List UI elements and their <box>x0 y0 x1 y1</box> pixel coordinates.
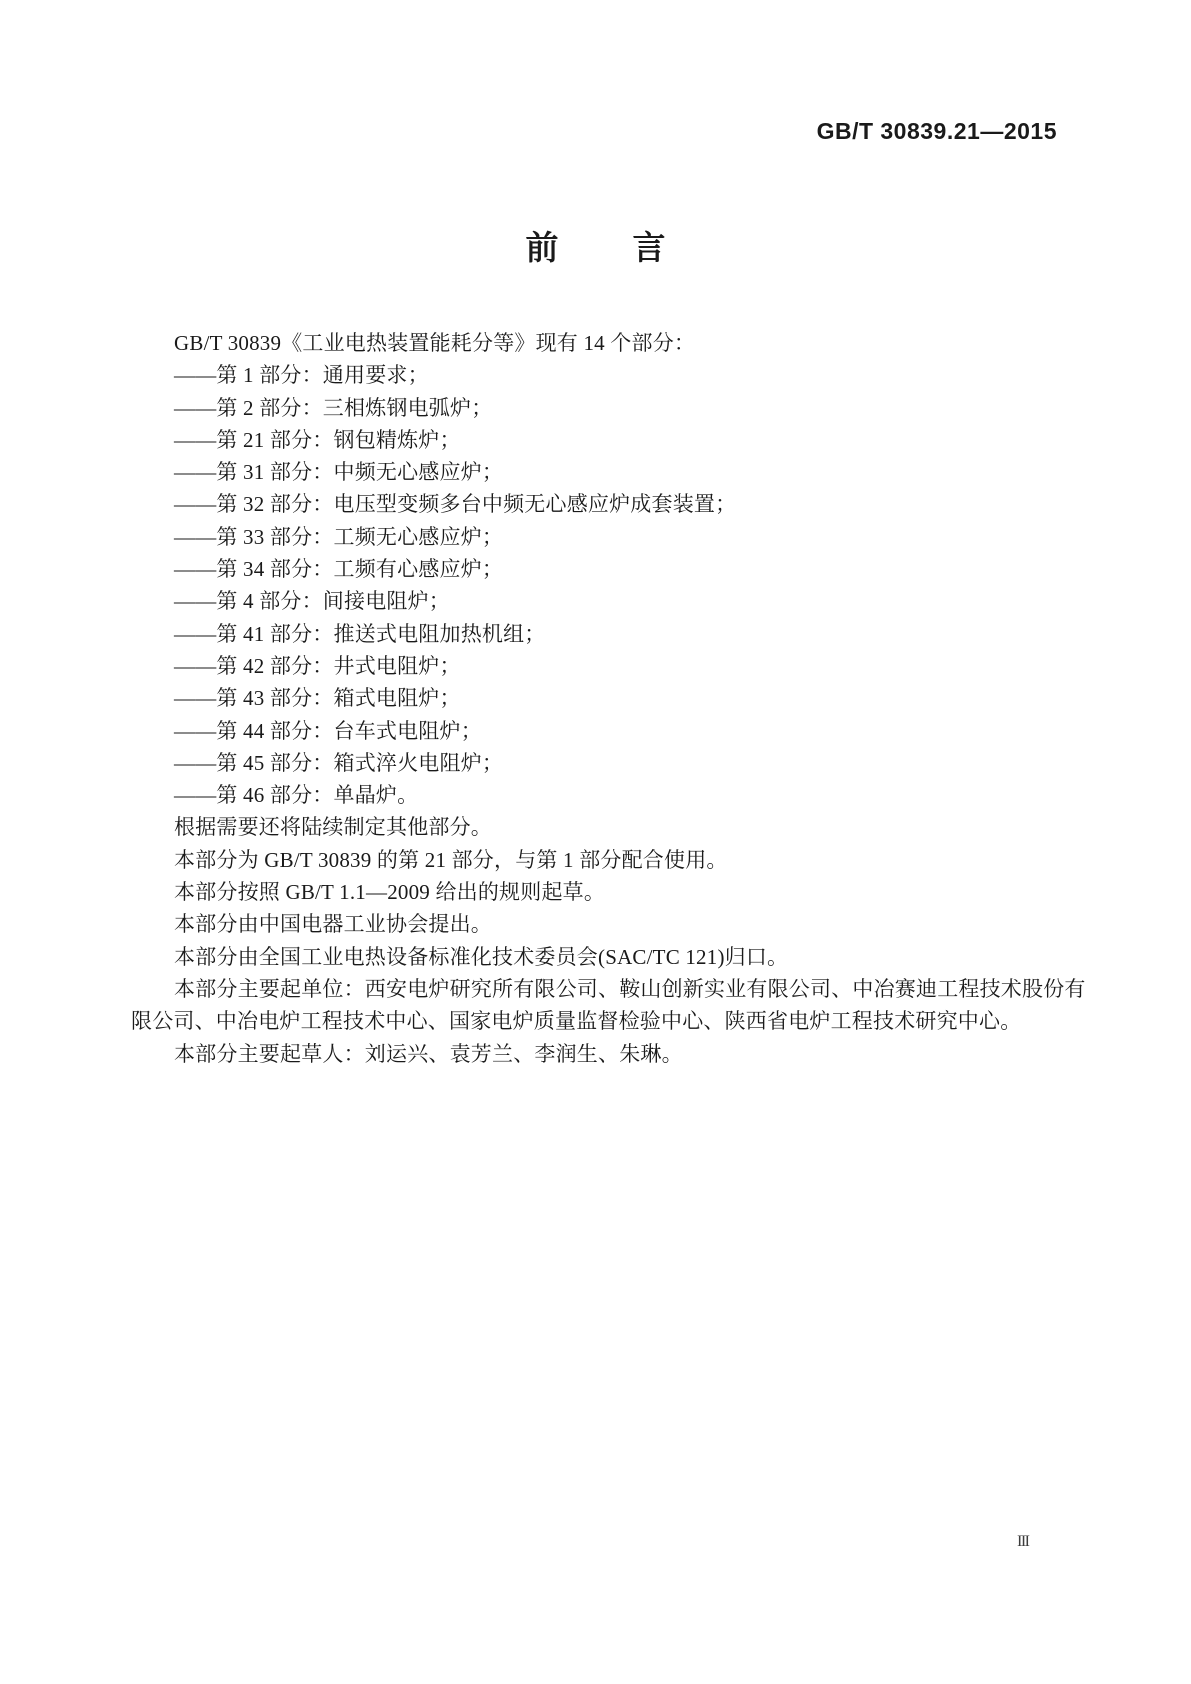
foreword-body <box>131 327 1086 1070</box>
part-item-line: ——第 33 部分：工频无心感应炉； <box>174 524 504 549</box>
part-item-line: ——第 4 部分：间接电阻炉； <box>174 589 450 614</box>
drafting-org-line: 本部分主要起单位：西安电炉研究所有限公司、鞍山创新实业有限公司、中冶赛迪工程技术股份有 <box>174 976 1086 1001</box>
part-item-line: ——第 34 部分：工频有心感应炉； <box>174 557 504 582</box>
part-item-line: ——第 2 部分：三相炼钢电弧炉； <box>174 395 493 420</box>
title-char: 前 <box>525 229 559 266</box>
part-item-line: ——第 31 部分：中频无心感应炉； <box>174 460 504 485</box>
page-title <box>0 229 1191 267</box>
part-item-line: ——第 41 部分：推送式电阻加热机组； <box>174 621 546 646</box>
drafting-org-line: 限公司、中冶电炉工程技术中心、国家电炉质量监督检验中心、陕西省电炉工程技术研究中心。 <box>131 1009 1022 1034</box>
intro-line: GB/T 30839《工业电热装置能耗分等》现有 14 个部分： <box>174 331 696 355</box>
paragraph-line: 本部分由全国工业电热设备标准化技术委员会(SAC/TC 121)归口。 <box>174 944 789 969</box>
part-item-line: ——第 46 部分：单晶炉。 <box>174 783 419 808</box>
part-item-line: ——第 21 部分：钢包精炼炉； <box>174 427 461 452</box>
paragraph-line: 本部分由中国电器工业协会提出。 <box>174 912 492 937</box>
standard-code: GB/T 30839.21—2015 <box>816 118 1057 144</box>
drafters-line: 本部分主要起草人：刘运兴、袁芳兰、李润生、朱琳。 <box>174 1041 683 1066</box>
part-item-line: ——第 32 部分：电压型变频多台中频无心感应炉成套装置； <box>174 492 737 517</box>
paragraph-line: 本部分为 GB/T 30839 的第 21 部分，与第 1 部分配合使用。 <box>174 847 728 872</box>
page-number: III <box>1017 1533 1029 1550</box>
part-item-line: ——第 43 部分：箱式电阻炉； <box>174 686 461 711</box>
paragraph-line: 根据需要还将陆续制定其他部分。 <box>174 815 492 840</box>
part-item-line: ——第 1 部分：通用要求； <box>174 363 429 388</box>
paragraph-line: 本部分按照 GB/T 1.1—2009 给出的规则起草。 <box>174 880 606 905</box>
part-item-line: ——第 44 部分：台车式电阻炉； <box>174 718 482 743</box>
part-item-line: ——第 45 部分：箱式淬火电阻炉； <box>174 750 504 775</box>
part-item-line: ——第 42 部分：井式电阻炉； <box>174 653 461 678</box>
title-char: 言 <box>632 229 666 266</box>
